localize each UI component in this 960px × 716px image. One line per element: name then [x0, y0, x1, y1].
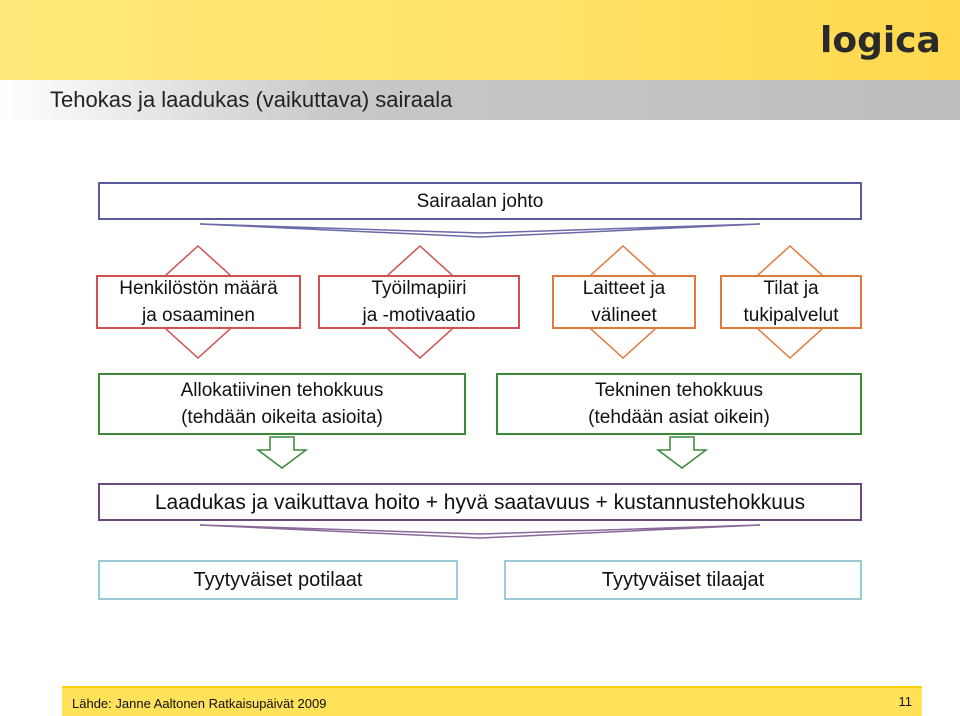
allocative-line-1: Allokatiivinen tehokkuus [180, 380, 384, 401]
quality-label: Laadukas ja vaikuttava hoito + hyvä saatavuus + kustannustehokkuus [154, 490, 806, 514]
slide-title: Tehokas ja laadukas (vaikuttava) sairaala [50, 87, 453, 112]
box-tyytyvaiset-tilaajat [504, 560, 862, 600]
climate-line-1: Työilmapiiri [371, 278, 467, 299]
box-sairaalan-johto [98, 182, 862, 220]
box-tyytyvaiset-potilaat [98, 560, 458, 600]
down-arrow-allocative [258, 437, 306, 468]
staff-line-2: ja osaaminen [141, 305, 255, 326]
equipment-line-2: välineet [591, 305, 657, 326]
box-tekninen [496, 373, 862, 435]
patients-label: Tyytyväiset potilaat [193, 568, 363, 591]
allocative-line-2: (tehdään oikeita asioita) [181, 407, 383, 428]
box-allokatiivinen [98, 373, 466, 435]
down-arrow-technical [658, 437, 706, 468]
svg-text:logica: logica [820, 20, 941, 61]
source-citation: Lähde: Janne Aaltonen Ratkaisupäivät 2009 [72, 696, 327, 711]
page-number: 11 [898, 694, 912, 709]
footer-bar [62, 688, 922, 716]
climate-line-2: ja -motivaatio [362, 305, 476, 326]
management-label: Sairaalan johto [416, 190, 544, 212]
bracket-arrow-bottom [200, 525, 760, 538]
box-tyoilmapiiri [318, 275, 520, 329]
box-laitteet [552, 275, 696, 329]
bracket-arrow-top [200, 224, 760, 237]
equipment-line-1: Laitteet ja [582, 278, 666, 299]
facilities-line-1: Tilat ja [763, 278, 819, 299]
staff-line-1: Henkilöstön määrä [119, 278, 278, 299]
technical-line-1: Tekninen tehokkuus [595, 380, 763, 401]
customers-label: Tyytyväiset tilaajat [601, 568, 765, 591]
facilities-line-2: tukipalvelut [743, 305, 839, 326]
box-tilat [720, 275, 862, 329]
box-laadukas-hoito [98, 483, 862, 521]
technical-line-2: (tehdään asiat oikein) [588, 407, 770, 428]
box-henkilosto [96, 275, 301, 329]
